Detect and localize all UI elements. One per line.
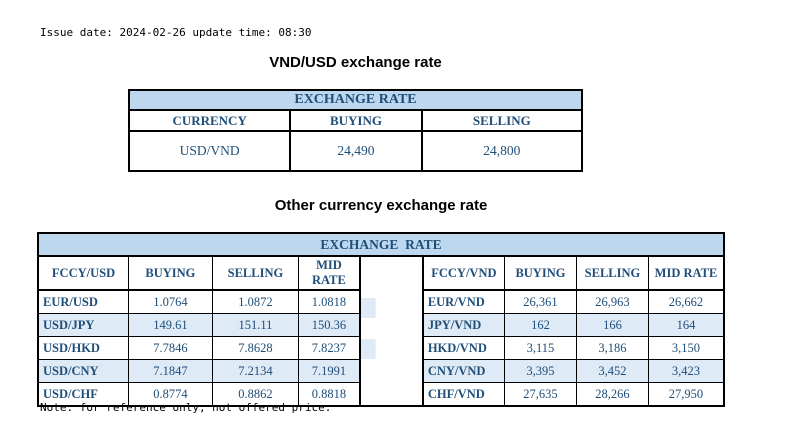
mid-rate-cell: 0.8818 xyxy=(299,383,360,407)
selling-rate-cell: 3,186 xyxy=(576,337,648,360)
note-line: Note: for reference only, not offered price. xyxy=(40,401,332,414)
column-header-mid-rate: MID RATE xyxy=(299,256,360,290)
buying-rate-cell: 27,635 xyxy=(504,383,576,407)
selling-rate-cell: 26,963 xyxy=(576,290,648,314)
currency-pair-cell: EUR/USD xyxy=(38,290,129,314)
selling-rate-cell: 7.2134 xyxy=(212,360,298,383)
mid-rate-cell: 150.36 xyxy=(299,314,360,337)
currency-pair-cell: HKD/VND xyxy=(423,337,505,360)
buying-rate-cell: 3,395 xyxy=(504,360,576,383)
table-banner: EXCHANGE RATE xyxy=(38,233,724,256)
table-header-row xyxy=(129,110,582,131)
issue-date-line: Issue date: 2024-02-26 update time: 08:30 xyxy=(40,26,312,39)
mid-rate-cell: 7.1991 xyxy=(299,360,360,383)
currency-pair-cell: USD/HKD xyxy=(38,337,129,360)
currency-pair-cell: USD/JPY xyxy=(38,314,129,337)
column-header-currency: CURRENCY xyxy=(129,110,290,131)
column-header-buying: BUYING xyxy=(504,256,576,290)
spacer-column xyxy=(360,256,423,406)
buying-rate-cell: 24,490 xyxy=(290,131,421,171)
usd-table-title: VND/USD exchange rate xyxy=(269,54,442,71)
selling-rate-cell: 166 xyxy=(576,314,648,337)
column-header-mid-rate: MID RATE xyxy=(648,256,724,290)
column-header-buying: BUYING xyxy=(290,110,421,131)
buying-rate-cell: 0.8774 xyxy=(129,383,213,407)
column-header-selling: SELLING xyxy=(422,110,582,131)
selling-rate-cell: 28,266 xyxy=(576,383,648,407)
table-banner: EXCHANGE RATE xyxy=(129,90,582,110)
selling-rate-cell: 7.8628 xyxy=(212,337,298,360)
mid-rate-cell: 3,423 xyxy=(648,360,724,383)
buying-rate-cell: 3,115 xyxy=(504,337,576,360)
buying-rate-cell: 162 xyxy=(504,314,576,337)
selling-rate-cell: 1.0872 xyxy=(212,290,298,314)
buying-rate-cell: 26,361 xyxy=(504,290,576,314)
other-currency-rate-table xyxy=(37,232,725,407)
currency-pair-cell: USD/CHF xyxy=(38,383,129,407)
table-header-row xyxy=(38,256,724,290)
currency-pair-cell: CNY/VND xyxy=(423,360,505,383)
buying-rate-cell: 1.0764 xyxy=(129,290,213,314)
table-banner-row xyxy=(129,90,582,110)
mid-rate-cell: 27,950 xyxy=(648,383,724,407)
selling-rate-cell: 3,452 xyxy=(576,360,648,383)
currency-pair-cell: EUR/VND xyxy=(423,290,505,314)
column-header-fccy-vnd: FCCY/VND xyxy=(423,256,505,290)
column-header-buying: BUYING xyxy=(129,256,213,290)
buying-rate-cell: 7.1847 xyxy=(129,360,213,383)
selling-rate-cell: 0.8862 xyxy=(212,383,298,407)
currency-pair-cell: USD/CNY xyxy=(38,360,129,383)
table-banner-row xyxy=(38,233,724,256)
currency-pair-cell: USD/VND xyxy=(129,131,290,171)
other-table-title: Other currency exchange rate xyxy=(274,197,488,214)
selling-rate-cell: 24,800 xyxy=(422,131,582,171)
currency-pair-cell: CHF/VND xyxy=(423,383,505,407)
currency-pair-cell: JPY/VND xyxy=(423,314,505,337)
selling-rate-cell: 151.11 xyxy=(212,314,298,337)
buying-rate-cell: 149.61 xyxy=(129,314,213,337)
mid-rate-cell: 1.0818 xyxy=(299,290,360,314)
column-header-selling: SELLING xyxy=(576,256,648,290)
buying-rate-cell: 7.7846 xyxy=(129,337,213,360)
table-row xyxy=(129,131,582,171)
column-header-selling: SELLING xyxy=(212,256,298,290)
mid-rate-cell: 7.8237 xyxy=(299,337,360,360)
mid-rate-cell: 3,150 xyxy=(648,337,724,360)
usd-vnd-rate-table xyxy=(128,89,583,172)
mid-rate-cell: 26,662 xyxy=(648,290,724,314)
column-header-fccy-usd: FCCY/USD xyxy=(38,256,129,290)
mid-rate-cell: 164 xyxy=(648,314,724,337)
